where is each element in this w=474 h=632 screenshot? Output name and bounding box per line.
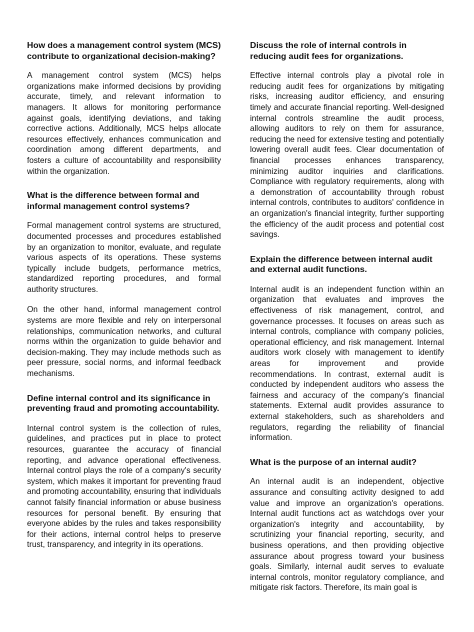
qa-section-internal-vs-external-audit (250, 254, 444, 444)
qa-section-audit-fees (250, 40, 444, 241)
right-column (250, 40, 444, 604)
qa-section-formal-informal-mcs (27, 190, 221, 380)
question-heading: What is the purpose of an internal audit? (250, 456, 417, 467)
question-heading: Discuss the role of internal controls in reducing audit fees for organizations. (250, 40, 407, 61)
answer-paragraph: Internal audit is an independent function within an organization that evaluates and improves the effectiveness of risk management, control, and governance processes. It focuses on areas such as internal controls, compliance with company policies, operational efficiency, and risk management. Internal auditors work closely with management to identify areas for improvement and provide recommendations. In contrast, external audit is conducted by independent auditors who assess the fairness and accuracy of the company's financial statements. External audit provides assurance to external stakeholders, such as shareholders and regulators, regarding the reliability of financial information. (250, 284, 444, 443)
answer-paragraph: On the other hand, informal management control systems are more flexible and rely on interpersonal relationships, communication networks, and cultural norms within the organization to guide behavior and decision-making. They may include methods such as peer pressure, social norms, and informal feedback mechanisms. (27, 305, 221, 379)
question-heading: How does a management control system (MCS) contribute to organizational decision-making? (27, 40, 221, 61)
answer-paragraph: Formal management control systems are structured, documented processes and procedures established by an organization to monitor, evaluate, and regulate various aspects of its operations. These systems typically include budgets, performance metrics, standardized reporting procedures, and formal authority structures. (27, 221, 221, 294)
answer-paragraph: Internal control system is the collection of rules, guidelines, and practices put in place to protect resources, guarantee the accuracy of financial reporting, and advance operational effectiveness. Internal control plays the role of a company's security system, which makes it important for preventing fraud and promoting accountability, ensuring that individuals cannot falsify financial information or abuse business resources for personal benefit. By ensuring that everyone abides by the rules and takes responsibility for their actions, internal control helps to preserve trust, transparency, and integrity in its operations. (27, 423, 221, 550)
question-heading: Define internal control and its significance in preventing fraud and promoting accountability. (27, 392, 220, 414)
answer-paragraph: A management control system (MCS) helps organizations make informed decisions by providing accurate, timely, and relevant information to managers. It allows for monitoring performance against goals, identifying deviations, and taking corrective actions. Additionally, MCS helps allocate resources effectively, enhances communication and coordination among different departments, and fosters a culture of accountability and responsibility within the organization. (27, 71, 221, 176)
qa-section-mcs-decision-making (27, 40, 221, 177)
answer-paragraph: Effective internal controls play a pivotal role in reducing audit fees for organizations by mitigating risks, increasing auditor efficiency, and ensuring timely and accurate financial reporting. Well-designed internal controls streamline the audit process, allowing auditors to rely on them for assurance, reducing the need for extensive testing and potentially lowering overall audit fees. Clear documentation of financial processes enhances transparency, minimizing auditor inquiries and clarifications. Compliance with regulatory requirements, along with a demonstration of accountability through robust internal controls, contributes to auditors' confidence in an organization's financial integrity, further supporting the efficiency of the audit process and potential cost savings. (250, 71, 444, 240)
qa-section-internal-audit-purpose (250, 457, 444, 594)
qa-section-internal-control (27, 393, 221, 551)
answer-paragraph: An internal audit is an independent, objective assurance and consulting activity designed to add value and improve an organization's operations. Internal audit functions act as watchdogs over your organization's integrity and accountability, by scrutinizing your financial reporting, security, and business operations, and then providing objective assurance about progress toward your business goals. Similarly, internal audit serves to evaluate internal controls, monitor regulatory compliance, and mitigate risk factors. Therefore, its main goal is (250, 477, 444, 593)
question-heading: What is the difference between formal and informal management control systems? (27, 190, 200, 211)
left-column (27, 40, 221, 561)
question-heading: Explain the difference between internal audit and external audit functions. (250, 253, 433, 275)
